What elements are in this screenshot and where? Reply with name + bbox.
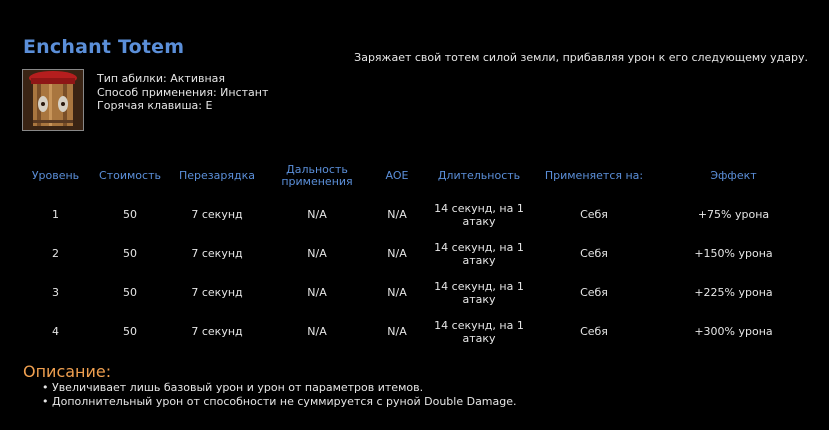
table-cell: +75% урона: [697, 208, 770, 221]
table-cell: N/A: [387, 208, 407, 221]
table-cell: Себя: [580, 247, 608, 260]
table-cell: Себя: [580, 325, 608, 338]
table-cell: N/A: [387, 286, 407, 299]
ability-title: Enchant Totem: [23, 36, 185, 58]
description-title: Описание:: [23, 362, 112, 381]
table-cell: 3: [52, 286, 59, 299]
table-cell: 14 секунд, на 1 атаку: [434, 318, 524, 345]
table-cell: +225% урона: [694, 286, 773, 299]
ability-properties: [97, 72, 268, 113]
column-header: Уровень: [31, 169, 80, 182]
column-header: Применяется на:: [544, 169, 644, 182]
ability-type: Тип абилки: Активная: [97, 72, 226, 85]
table-cell: 1: [52, 208, 59, 221]
table-cell: 7 секунд: [191, 247, 243, 260]
table-cell: N/A: [387, 247, 407, 260]
table-cell: 50: [123, 325, 137, 338]
table-cell: 2: [52, 247, 59, 260]
table-cell: 14 секунд, на 1 атаку: [434, 240, 524, 267]
table-cell: +300% урона: [694, 325, 773, 338]
table-row: [16, 195, 808, 234]
table-row: [16, 273, 808, 312]
table-cell: N/A: [307, 247, 327, 260]
table-header-row: [16, 157, 808, 195]
column-header: Дальность применения: [281, 163, 353, 188]
list-item: • Увеличивает лишь базовый урон и урон от параметров итемов.: [42, 381, 517, 395]
table-cell: N/A: [387, 325, 407, 338]
table-cell: 50: [123, 208, 137, 221]
table-row: [16, 234, 808, 273]
table-cell: 14 секунд, на 1 атаку: [434, 279, 524, 306]
list-item: • Дополнительный урон от способности не суммируется с руной Double Damage.: [42, 395, 517, 409]
description-list: [42, 381, 517, 409]
ability-tagline: Заряжает свой тотем силой земли, прибавляя урон к его следующему удару.: [354, 51, 808, 64]
table-cell: N/A: [307, 208, 327, 221]
ability-cast-method: Способ применения: Инстант: [97, 85, 269, 99]
column-header: AOE: [385, 169, 409, 182]
table-cell: Себя: [580, 208, 608, 221]
table-cell: N/A: [307, 286, 327, 299]
table-cell: N/A: [307, 325, 327, 338]
column-header: Длительность: [437, 169, 521, 182]
table-cell: +150% урона: [694, 247, 773, 260]
column-header: Перезарядка: [179, 169, 255, 182]
column-header: Стоимость: [99, 169, 161, 182]
table-cell: 7 секунд: [191, 325, 243, 338]
table-cell: Себя: [580, 286, 608, 299]
table-cell: 50: [123, 286, 137, 299]
ability-hotkey: Горячая клавиша: E: [97, 99, 213, 112]
table-cell: 7 секунд: [191, 286, 243, 299]
table-cell: 4: [52, 325, 59, 338]
enchant-totem-icon: [22, 69, 84, 131]
column-header: Эффект: [710, 169, 757, 182]
table-cell: 50: [123, 247, 137, 260]
table-cell: 14 секунд, на 1 атаку: [434, 201, 524, 228]
ability-stats-table: [16, 157, 808, 351]
table-row: [16, 312, 808, 351]
table-cell: 7 секунд: [191, 208, 243, 221]
